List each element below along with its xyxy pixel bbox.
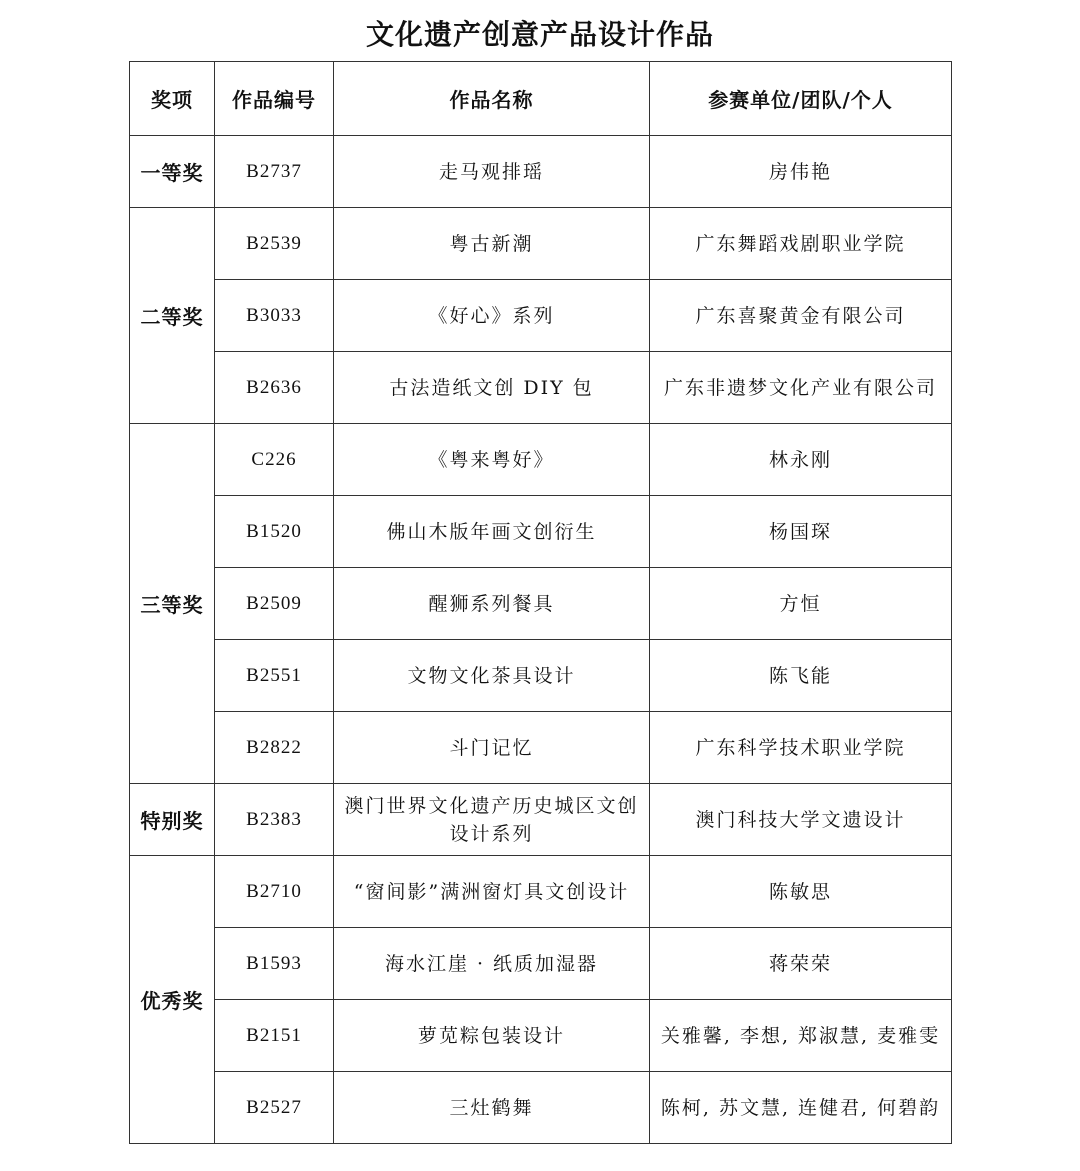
- header-code: 作品编号: [215, 62, 334, 136]
- awards-table: [129, 61, 952, 1144]
- table-row: [130, 1000, 952, 1072]
- entry-code: B2710: [215, 856, 334, 928]
- table-row: [130, 280, 952, 352]
- table-row: [130, 1072, 952, 1144]
- table-row: [130, 712, 952, 784]
- award-third: 三等奖: [130, 424, 215, 784]
- entry-name: 粤古新潮: [334, 208, 650, 280]
- entry-entrant: 陈敏思: [650, 856, 952, 928]
- entry-name: 三灶鹤舞: [334, 1072, 650, 1144]
- table-row: [130, 352, 952, 424]
- entry-entrant: 林永刚: [650, 424, 952, 496]
- entry-name: 醒狮系列餐具: [334, 568, 650, 640]
- table-row: [130, 496, 952, 568]
- entry-entrant: 广东科学技术职业学院: [650, 712, 952, 784]
- entry-code: B2151: [215, 1000, 334, 1072]
- entry-entrant: 陈柯, 苏文慧, 连健君, 何碧韵: [650, 1072, 952, 1144]
- entry-name: 《好心》系列: [334, 280, 650, 352]
- entry-name: 走马观排瑶: [334, 136, 650, 208]
- entry-entrant: 蒋荣荣: [650, 928, 952, 1000]
- table-row: [130, 928, 952, 1000]
- entry-entrant: 陈飞能: [650, 640, 952, 712]
- table-row: [130, 568, 952, 640]
- entry-code: B2509: [215, 568, 334, 640]
- entry-name: 萝苋粽包装设计: [334, 1000, 650, 1072]
- entry-entrant: 广东舞蹈戏剧职业学院: [650, 208, 952, 280]
- document-title: 文化遗产创意产品设计作品: [365, 18, 714, 51]
- entry-code: B1520: [215, 496, 334, 568]
- table-row: [130, 208, 952, 280]
- entry-name: 文物文化茶具设计: [334, 640, 650, 712]
- entry-entrant: 广东非遗梦文化产业有限公司: [650, 352, 952, 424]
- entry-name: 海水江崖 · 纸质加湿器: [334, 928, 650, 1000]
- table-row: [130, 640, 952, 712]
- entry-code: B2551: [215, 640, 334, 712]
- header-award: 奖项: [130, 62, 215, 136]
- table-row: [130, 424, 952, 496]
- entry-name: 佛山木版年画文创衍生: [334, 496, 650, 568]
- table-row: [130, 856, 952, 928]
- award-first: 一等奖: [130, 136, 215, 208]
- entry-entrant: 房伟艳: [650, 136, 952, 208]
- entry-name: 古法造纸文创 DIY 包: [334, 352, 650, 424]
- header-name: 作品名称: [334, 62, 650, 136]
- award-excellence: 优秀奖: [130, 856, 215, 1144]
- entry-code: C226: [215, 424, 334, 496]
- entry-entrant: 广东喜聚黄金有限公司: [650, 280, 952, 352]
- entry-entrant: 关雅馨, 李想, 郑淑慧, 麦雅雯: [650, 1000, 952, 1072]
- entry-entrant: 澳门科技大学文遗设计: [650, 784, 952, 856]
- header-entrant: 参赛单位/团队/个人: [650, 62, 952, 136]
- entry-code: B2383: [215, 784, 334, 856]
- entry-code: B1593: [215, 928, 334, 1000]
- header-row: [130, 62, 952, 136]
- entry-name: 澳门世界文化遗产历史城区文创设计系列: [334, 784, 650, 856]
- award-special: 特别奖: [130, 784, 215, 856]
- entry-entrant: 杨国琛: [650, 496, 952, 568]
- entry-name: 斗门记忆: [334, 712, 650, 784]
- table-row: [130, 136, 952, 208]
- entry-code: B2539: [215, 208, 334, 280]
- entry-entrant: 方恒: [650, 568, 952, 640]
- award-second: 二等奖: [130, 208, 215, 424]
- entry-code: B2527: [215, 1072, 334, 1144]
- entry-code: B2737: [215, 136, 334, 208]
- entry-code: B2636: [215, 352, 334, 424]
- entry-name: “窗间影”满洲窗灯具文创设计: [334, 856, 650, 928]
- entry-code: B2822: [215, 712, 334, 784]
- entry-code: B3033: [215, 280, 334, 352]
- table-row: [130, 784, 952, 856]
- entry-name: 《粤来粤好》: [334, 424, 650, 496]
